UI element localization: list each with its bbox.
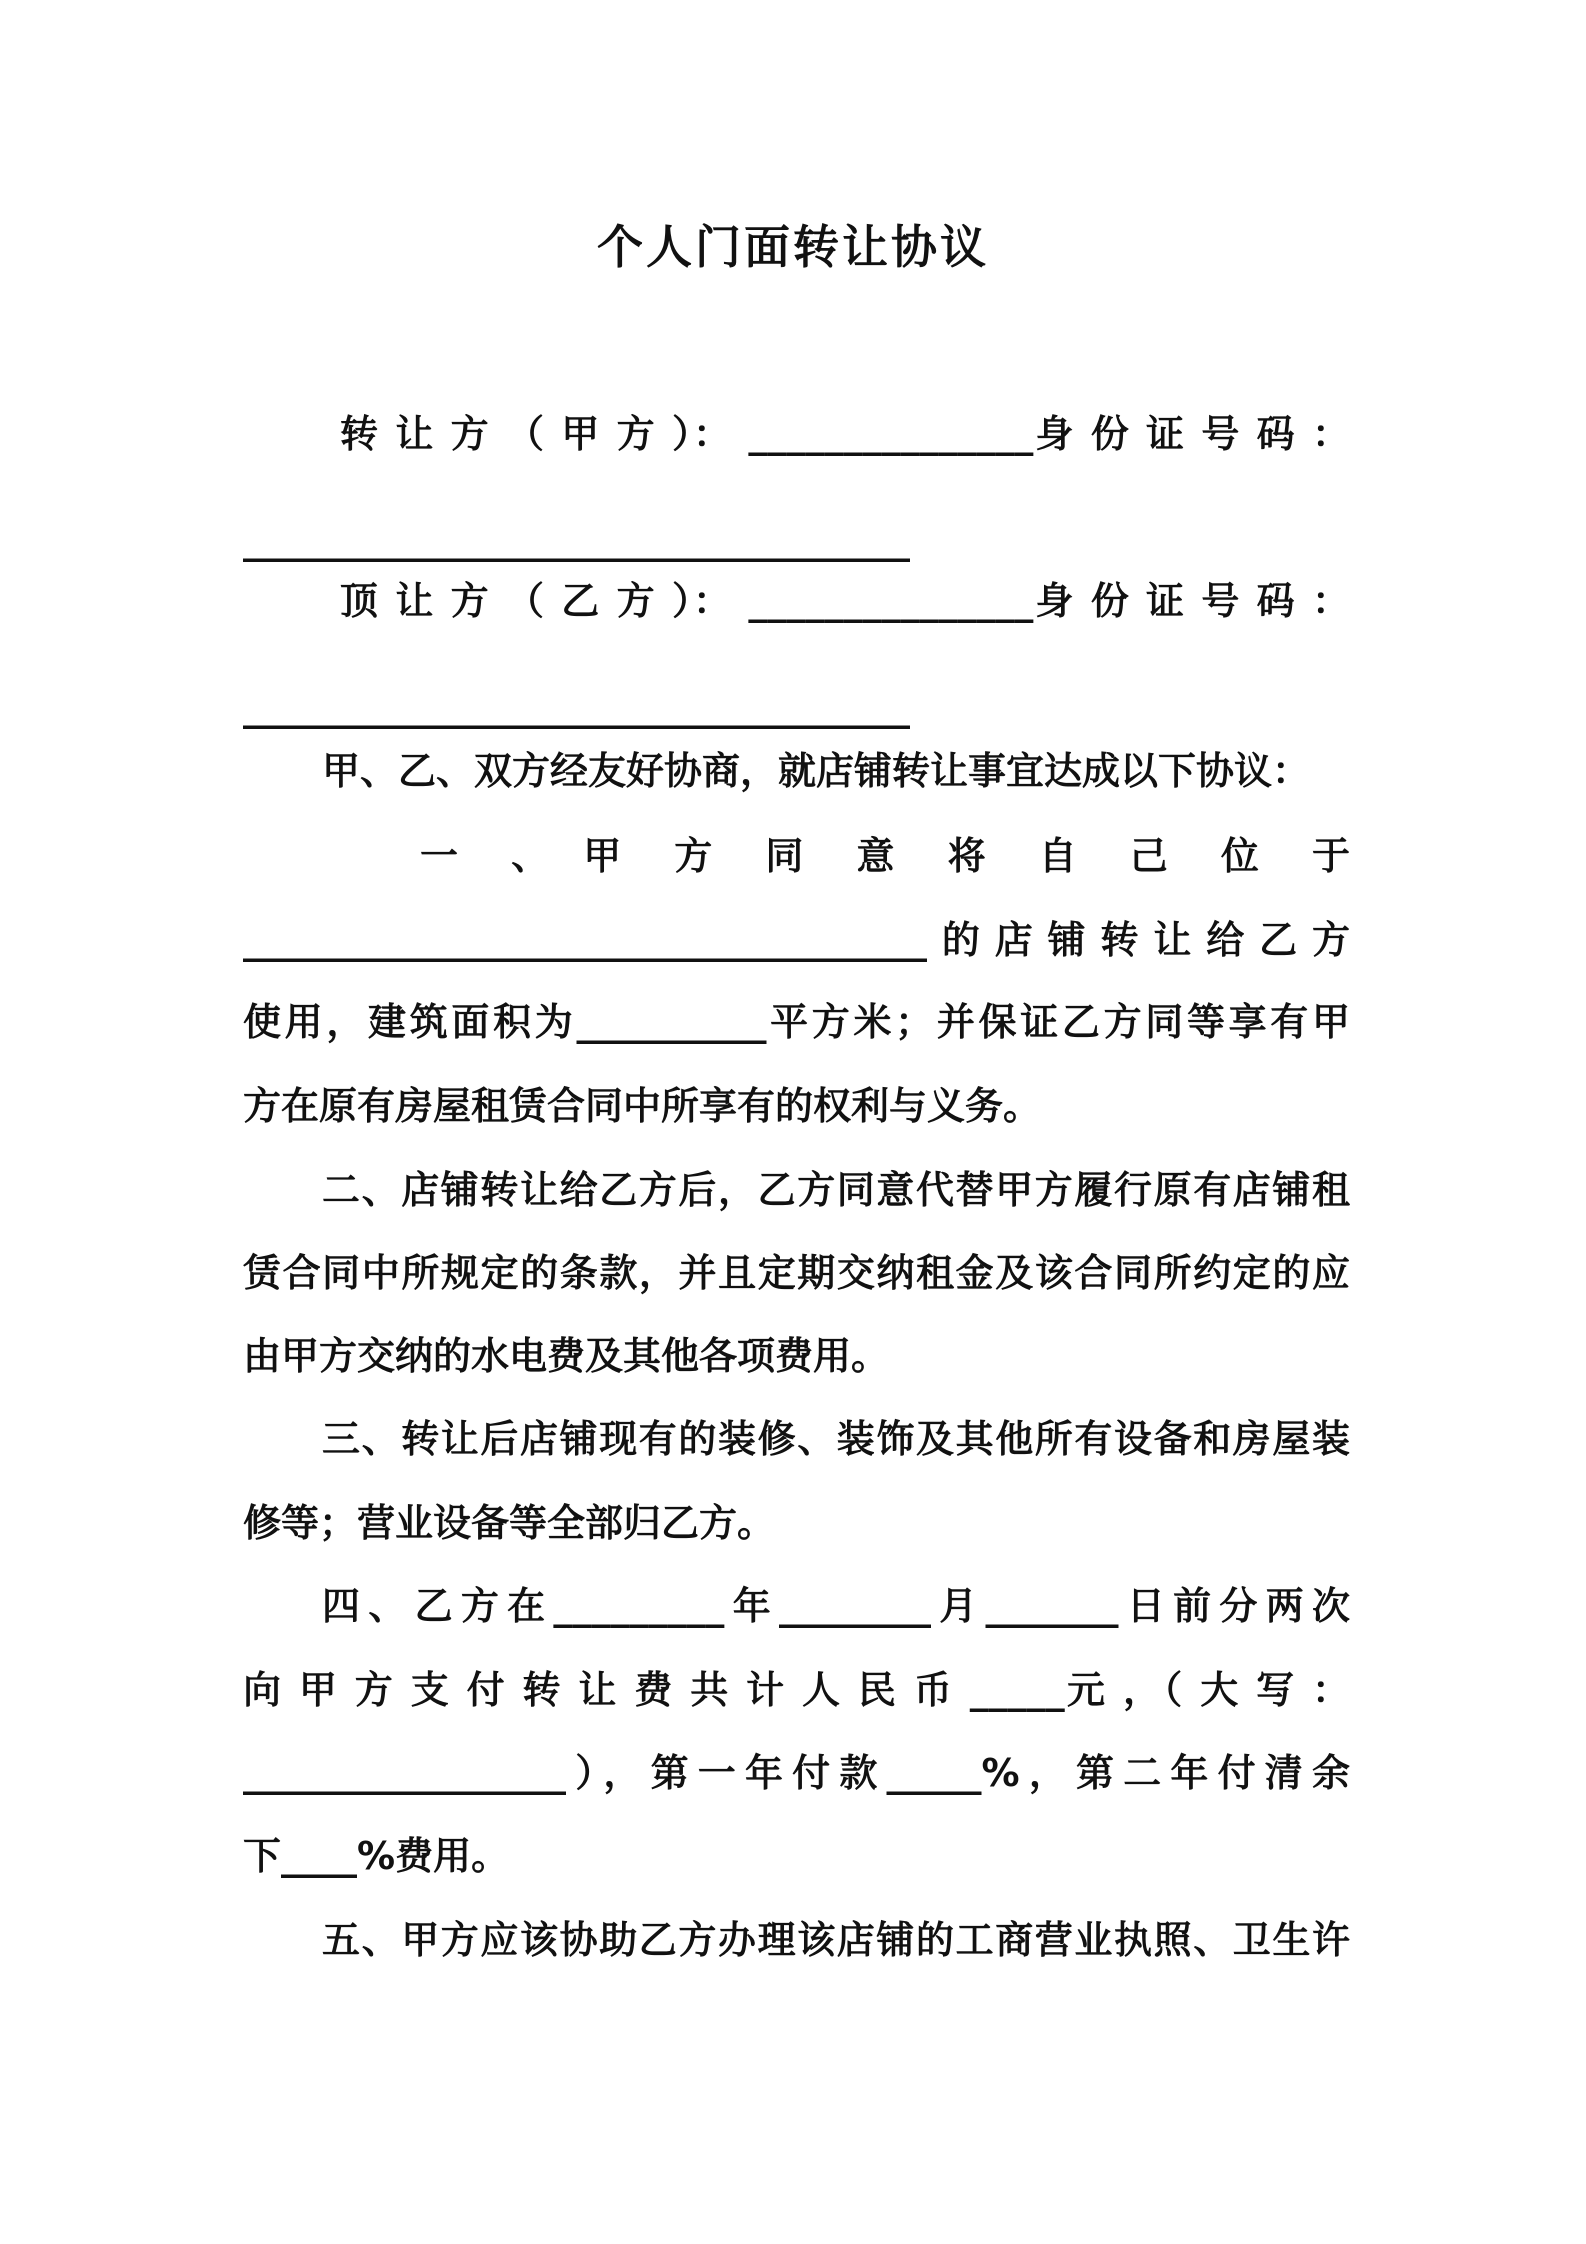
clause-1-line-4: 方在原有房屋租赁合同中所享有的权利与义务。 (243, 1084, 1042, 1128)
clause-4-line-4: 下____%费用。 (243, 1834, 510, 1878)
clause-4-line-3: _________________），第一年付款_____%，第二年付清余 (243, 1751, 1350, 1795)
transferee-line: 顶 让 方 （ 乙 方 ）： _______________身 份 证 号 码 ： (340, 579, 1350, 623)
clause-2-line-2: 赁合同中所规定的条款，并且定期交纳租金及该合同所约定的应 (243, 1251, 1350, 1295)
clause-3-line-2: 修等；营业设备等全部归乙方。 (243, 1501, 776, 1545)
clause-3-line-1: 三、转让后店铺现有的装修、装饰及其他所有设备和房屋装 (322, 1417, 1350, 1461)
transferee-id-blank: _____________________________________ (243, 685, 909, 729)
clause-1-line-2: ____________________________________的店铺转让给乙方 (243, 918, 1350, 962)
clause-2-line-1: 二、店铺转让给乙方后，乙方同意代替甲方履行原有店铺租 (322, 1168, 1350, 1212)
clause-4-line-1: 四、乙方在_________年________月_______日前分两次 (322, 1584, 1350, 1628)
transferor-line: 转 让 方 （ 甲 方 ）： _______________身 份 证 号 码 ： (340, 412, 1350, 456)
clause-2-line-3: 由甲方交纳的水电费及其他各项费用。 (243, 1334, 890, 1378)
clause-1-line-3: 使用，建筑面积为__________平方米；并保证乙方同等享有甲 (243, 1000, 1350, 1044)
clause-1-line-1: 一 、 甲 方 同 意 将 自 己 位 于 (420, 834, 1350, 878)
preamble: 甲、乙、双方经友好协商，就店铺转让事宜达成以下协议： (322, 749, 1311, 793)
clause-4-line-2: 向 甲 方 支 付 转 让 费 共 计 人 民 币 _____元 ，（ 大 写 ： (243, 1668, 1350, 1712)
document-title: 个人门面转让协议 (597, 220, 989, 274)
clause-5-line-1: 五、甲方应该协助乙方办理该店铺的工商营业执照、卫生许 (322, 1918, 1350, 1962)
transferor-id-blank: _____________________________________ (243, 518, 909, 562)
